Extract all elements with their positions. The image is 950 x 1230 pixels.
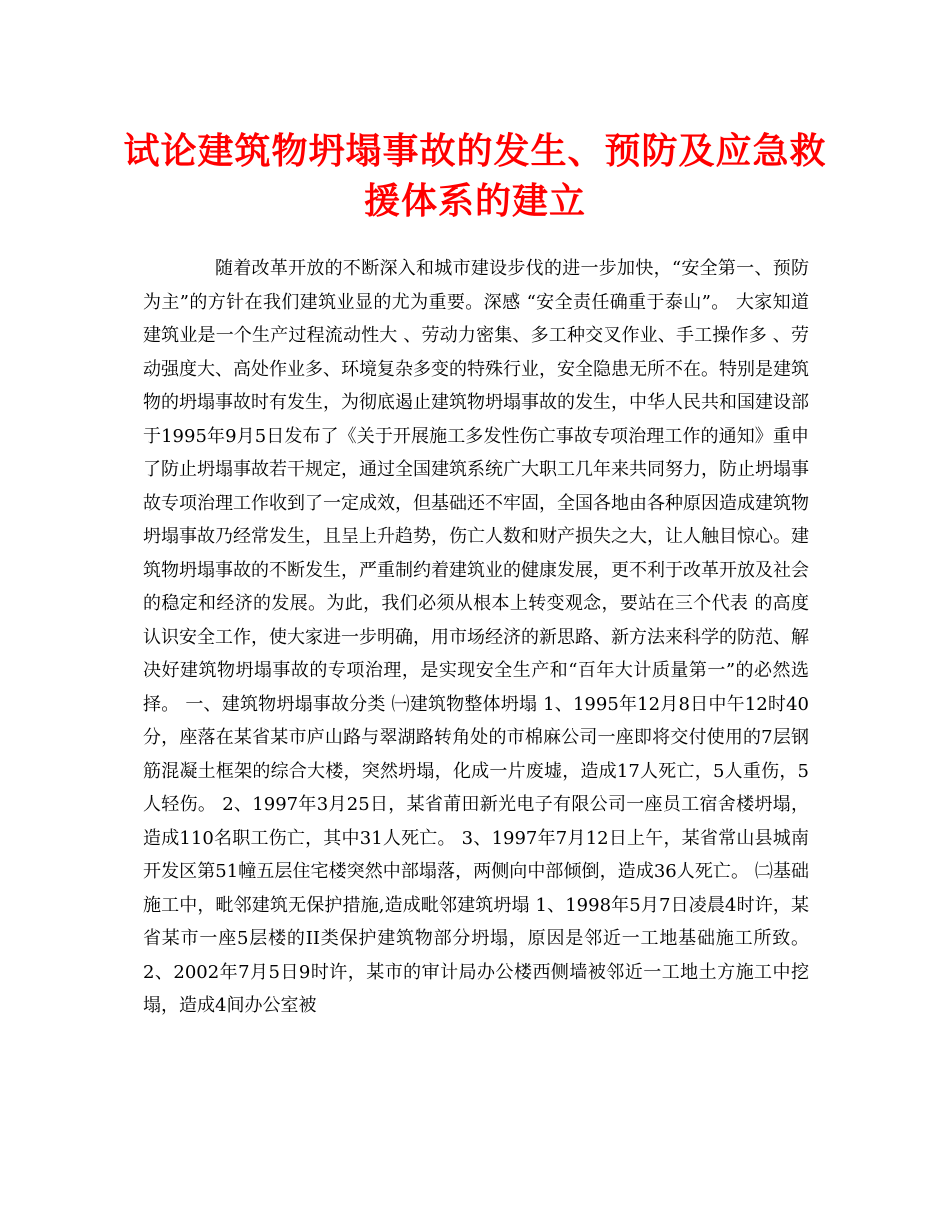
document-title: 试论建筑物坍塌事故的发生、预防及应急救援体系的建立: [123, 130, 827, 222]
document-body-paragraph: 随着改革开放的不断深入和城市建设步伐的进一步加快，“安全第一、预防为主”的方针在我们建筑业显的尤为重要。深感 “安全责任确重于泰山”。 大家知道建筑业是一个生产过程流动性大 、劳动力密集、多工种交叉作业、手工操作多 、劳动强度大、高处作业多、环境复杂多变的特殊行业，安全隐患无所不在。特别是建筑物的坍塌事故时有发生，为彻底遏止建筑物坍塌事故的发生，中华人民共和国建设部于1995年9月5日发布了《关于开展施工多发性伤亡事故专项治理工作的通知》重申了防止坍塌事故若干规定，通过全国建筑系统广大职工几年来共同努力，防止坍塌事故专项治理工作收到了一定成效，但基础还不牢固，全国各地由各种原因造成建筑物坍塌事故乃经常发生，且呈上升趋势，伤亡人数和财产损失之大，让人触目惊心。建筑物坍塌事故的不断发生，严重制约着建筑业的健康发展，更不利于改革开放及社会的稳定和经济的发展。为此，我们必须从根本上转变观念，要站在三个代表 的高度认识安全工作，使大家进一步明确，用市场经济的新思路、新方法来科学的防范、解决好建筑物坍塌事故的专项治理，是实现安全生产和“百年大计质量第一”的必然选择。 一、建筑物坍塌事故分类 ㈠建筑物整体坍塌 1、1995年12月8日中午12时40分，座落在某省某市庐山路与翠湖路转角处的市棉麻公司一座即将交付使用的7层钢筋混凝土框架的综合大楼，突然坍塌，化成一片废墟，造成17人死亡，5人重伤，5人轻伤。 2、1997年3月25日，某省莆田新光电子有限公司一座员工宿舍楼坍塌，造成110名职工伤亡，其中31人死亡。 3、1997年7月12日上午，某省常山县城南开发区第51幢五层住宅楼突然中部塌落，两侧向中部倾倒，造成36人死亡。 ㈡基础施工中，毗邻建筑无保护措施,造成毗邻建筑坍塌 1、1998年5月7日凌晨4时许，某省某市一座5层楼的II类保护建筑物部分坍塌，原因是邻近一工地基础施工所致。 2、2002年7月5日9时许，某市的审计局办公楼西侧墙被邻近一工地土方施工中挖塌，造成4间办公室被: [143, 258, 809, 1016]
